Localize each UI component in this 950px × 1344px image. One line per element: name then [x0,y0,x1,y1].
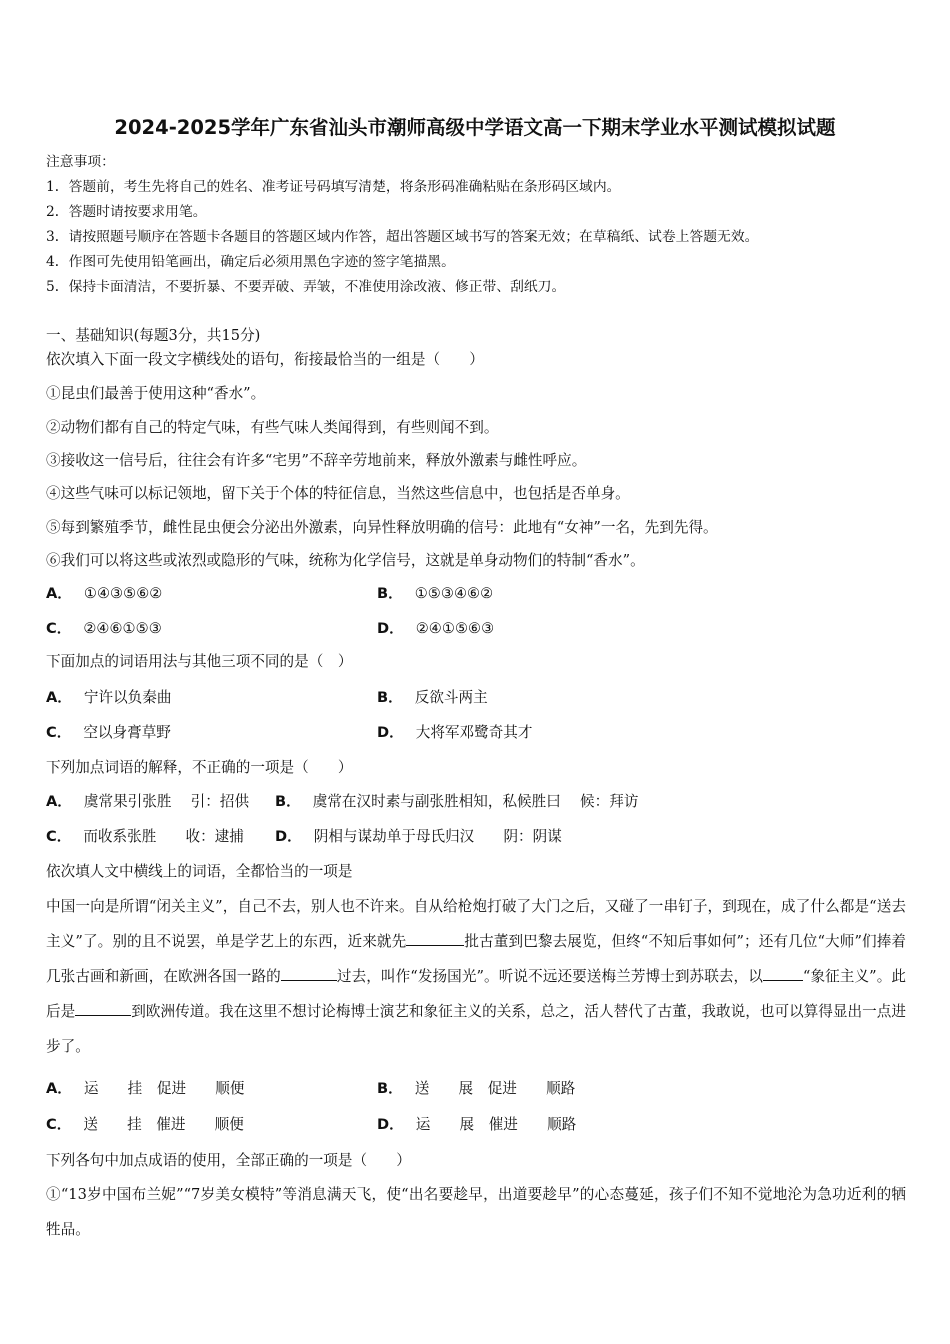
question-sentence: ⑥我们可以将这些或浓烈或隐形的气味，统称为化学信号，这就是单身动物们的特制“香水”。 [46,552,645,569]
option-label: A． [46,585,72,602]
option-d[interactable] [377,1115,576,1135]
option-d[interactable] [377,723,532,743]
option-text: 运 挂 促进 顺便 [83,1080,245,1097]
option-label: A． [46,793,72,810]
passage-text: 过去，叫作“发扬国光”。听说不远还要送梅兰芳博士到苏联去，以 [336,968,763,985]
notice-item: 4．作图可先使用铅笔画出，确定后必须用黑色字迹的签字笔描黑。 [46,254,455,270]
option-text: 虞常在汉时素与副张胜相知，私候胜曰 候：拜访 [312,793,639,810]
option-label: C． [46,620,72,637]
option-label: D． [377,620,404,637]
question-sentence: ⑤每到繁殖季节，雌性昆虫便会分泌出外激素，向异性释放明确的信号：此地有“女神”一名，先到先得。 [46,519,718,536]
option-text: ②④①⑤⑥③ [415,620,495,637]
option-label: A． [46,689,72,706]
option-text: 运 展 催进 顺路 [415,1116,577,1133]
option-a[interactable] [46,584,162,604]
notice-item: 3．请按照题号顺序在答题卡各题目的答题区域内作答，超出答题区域书写的答案无效；在草稿纸、试卷上答题无效。 [46,229,759,245]
question-sentence: ①昆虫们最善于使用这种“香水”。 [46,385,266,402]
option-label: B． [377,585,403,602]
option-b[interactable] [275,792,638,812]
document-title: 2024-2025学年广东省汕头市潮师高级中学语文高一下期末学业水平测试模拟试题 [114,116,836,139]
notice-item: 1．答题前，考生先将自己的姓名、准考证号码填写清楚，将条形码准确粘贴在条形码区域内。 [46,179,621,195]
option-c[interactable] [46,1115,244,1135]
question-sentence: ①“13岁中国布兰妮”“7岁美女模特”等消息满天飞，使“出名要趁早，出道要趁早”的心态蔓延，孩子们不知不觉地沦为急功近利的牺牲品。 [46,1186,906,1238]
option-b[interactable] [377,584,493,604]
option-label: D． [377,1116,404,1133]
option-label: C． [46,724,72,741]
option-label: D． [275,828,302,845]
answer-blank[interactable] [75,1001,131,1016]
question-sentence: ②动物们都有自己的特定气味，有些气味人类闻得到，有些则闻不到。 [46,419,499,436]
question-stem: 下列各句中加点成语的使用，全部正确的一项是（ ） [46,1152,411,1169]
answer-blank[interactable] [763,966,803,981]
option-text: 反欲斗两主 [414,689,488,706]
option-label: B． [377,689,403,706]
option-text: 而收系张胜 收：逮捕 [83,828,244,845]
option-text: ①④③⑤⑥② [83,585,163,602]
option-text: 送 展 促进 顺路 [414,1080,576,1097]
option-text: 送 挂 催进 顺便 [83,1116,244,1133]
option-text: 空以身膏草野 [83,724,171,741]
passage-text: 中国一向是所谓“闭关主义”，自己不去，别人也不许来。自从给枪炮打破了大门之后，又碰了一串钉子，到现在，成了什么都是“送去主义”了。别的且不说罢，单是学艺上的东西，近来就先 [46,898,906,950]
option-a[interactable] [46,688,171,708]
option-text: 阴相与谋劫单于母氏归汉 阴：阴谋 [313,828,562,845]
option-text: ②④⑥①⑤③ [83,620,162,637]
question-stem: 下面加点的词语用法与其他三项不同的是（ ） [46,653,353,670]
question-sentence: ③接收这一信号后，往往会有许多“宅男”不辞辛劳地前来，释放外激素与雌性呼应。 [46,452,587,469]
option-c[interactable] [46,619,162,639]
question-sentence: ④这些气味可以标记领地，留下关于个体的特征信息，当然这些信息中，也包括是否单身。 [46,485,630,502]
option-c[interactable] [46,827,244,847]
option-c[interactable] [46,723,171,743]
section-heading: 一、基础知识(每题3分，共15分) [46,327,261,344]
option-label: D． [377,724,404,741]
option-a[interactable] [46,792,249,812]
question-stem: 依次填入下面一段文字横线处的语句，衔接最恰当的一组是（ ） [46,351,484,368]
option-label: C． [46,828,72,845]
option-d[interactable] [377,619,494,639]
option-text: 宁许以负秦曲 [83,689,172,706]
passage-text: 到欧洲传道。我在这里不想讨论梅博士演艺和象征主义的关系，总之，活人替代了古董，我敢说，也可以算得显出一点进步了。 [46,1003,906,1055]
notice-item: 2．答题时请按要求用笔。 [46,204,207,220]
option-label: B． [377,1080,403,1097]
question-stem: 依次填人文中横线上的词语，全都恰当的一项是 [46,863,353,880]
option-text: 虞常果引张胜 引：招供 [83,793,250,810]
option-a[interactable] [46,1079,244,1099]
answer-blank[interactable] [406,931,464,946]
question-stem: 下列加点词语的解释，不正确的一项是（ ） [46,759,353,776]
option-text: ①⑤③④⑥② [414,585,494,602]
passage-text: “象征主义”。此后是 [46,968,906,1020]
option-text: 大将军邓鹭奇其才 [415,724,533,741]
notice-heading: 注意事项： [46,154,115,170]
option-b[interactable] [377,1079,575,1099]
option-d[interactable] [275,827,562,847]
option-label: A． [46,1080,72,1097]
option-label: B． [275,793,301,810]
passage-text: 批古董到巴黎去展览，但终“不知后事如何”；还有几位“大师”们捧着几张古画和新画，在欧洲各国一路的 [46,933,906,985]
question-passage [46,889,906,1064]
option-label: C． [46,1116,72,1133]
option-b[interactable] [377,688,488,708]
notice-item: 5．保持卡面清洁，不要折暴、不要弄破、弄皱，不准使用涂改液、修正带、刮纸刀。 [46,279,566,295]
answer-blank[interactable] [281,966,337,981]
